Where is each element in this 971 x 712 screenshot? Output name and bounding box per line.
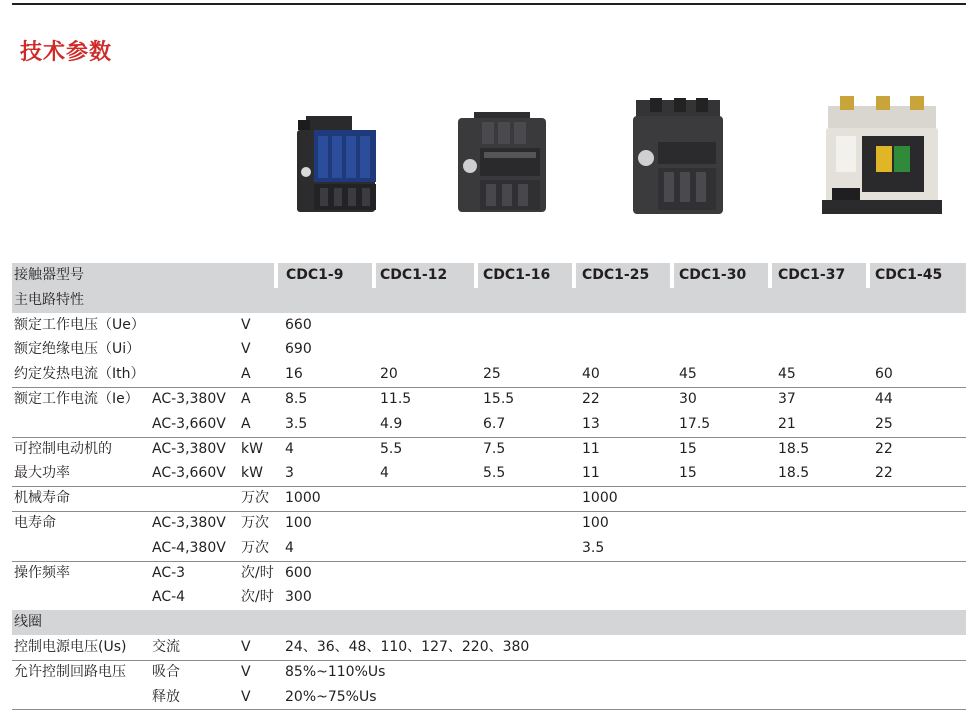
param-label: 机械寿命 [14, 490, 70, 507]
value-cell: 6.7 [483, 415, 506, 432]
table-row [12, 511, 966, 536]
param-unit: 万次 [241, 539, 269, 556]
model-cdc1-37: CDC1-37 [778, 267, 846, 283]
section-title: 主电路特性 [14, 291, 84, 308]
model-cdc1-45: CDC1-45 [875, 267, 943, 283]
value-cell: 17.5 [679, 415, 711, 432]
value-cell: 45 [679, 366, 697, 383]
param-unit: V [241, 663, 251, 680]
value-cell: 16 [285, 366, 303, 383]
value-cell: 1000 [582, 490, 618, 507]
value-cell: 1000 [285, 490, 321, 507]
param-condition: AC-3,380V [152, 514, 226, 531]
value-cell: 15.5 [483, 390, 515, 407]
page-title: 技术参数 [20, 40, 113, 65]
table-row [12, 362, 966, 387]
spec-table [12, 263, 966, 709]
model-cdc1-25: CDC1-25 [582, 267, 650, 283]
contactor-photo-cdc1-45 [822, 92, 942, 220]
param-unit: A [241, 390, 251, 407]
param-unit: 次/时 [241, 564, 274, 581]
param-unit: V [241, 316, 251, 333]
value-cell: 100 [285, 514, 312, 531]
param-label: 允许控制回路电压 [14, 663, 126, 680]
value-cell: 660 [285, 316, 312, 333]
table-row [12, 536, 966, 561]
value-cell: 20%~75%Us [285, 688, 377, 705]
value-cell: 300 [285, 589, 312, 606]
value-cell: 30 [679, 390, 697, 407]
bottom-rule [12, 709, 966, 710]
param-unit: 次/时 [241, 589, 274, 606]
param-label: 额定绝缘电压（Ui） [14, 341, 141, 358]
value-cell: 25 [875, 415, 893, 432]
param-condition: 吸合 [152, 663, 180, 680]
contactor-photo-cdc1-16 [452, 108, 552, 220]
value-cell: 11 [582, 440, 600, 457]
value-cell: 22 [582, 390, 600, 407]
param-condition: AC-3,380V [152, 440, 226, 457]
value-cell: 37 [778, 390, 796, 407]
value-cell: 18.5 [778, 440, 810, 457]
value-cell: 11 [582, 465, 600, 482]
table-header-row [12, 263, 966, 288]
param-condition: AC-3 [152, 564, 186, 581]
param-condition: AC-4,380V [152, 539, 226, 556]
value-cell: 85%~110%Us [285, 663, 386, 680]
param-condition: 交流 [152, 638, 180, 655]
value-cell: 5.5 [483, 465, 506, 482]
param-label: 操作频率 [14, 564, 70, 581]
table-row [12, 461, 966, 486]
model-cdc1-12: CDC1-12 [380, 267, 448, 283]
value-cell: 22 [875, 465, 893, 482]
top-rule [12, 3, 966, 5]
table-row [12, 660, 966, 685]
value-cell: 690 [285, 341, 312, 358]
param-label: 额定工作电压（Ue） [14, 316, 145, 333]
param-unit: kW [241, 465, 263, 482]
value-cell: 60 [875, 366, 893, 383]
param-unit: 万次 [241, 514, 269, 531]
value-cell: 4 [285, 539, 294, 556]
param-unit: A [241, 415, 251, 432]
value-cell: 24、36、48、110、127、220、380 [285, 638, 530, 655]
value-cell: 8.5 [285, 390, 308, 407]
value-cell: 20 [380, 366, 398, 383]
model-cdc1-30: CDC1-30 [679, 267, 747, 283]
value-cell: 44 [875, 390, 893, 407]
value-cell: 15 [679, 465, 697, 482]
value-cell: 5.5 [380, 440, 403, 457]
param-label: 电寿命 [14, 514, 56, 531]
table-row [12, 561, 966, 586]
param-label: 控制电源电压(Us) [14, 638, 127, 655]
value-cell: 4.9 [380, 415, 403, 432]
param-label: 最大功率 [14, 465, 70, 482]
param-unit: A [241, 366, 251, 383]
value-cell: 7.5 [483, 440, 506, 457]
table-row [12, 337, 966, 362]
value-cell: 25 [483, 366, 501, 383]
param-condition: AC-3,660V [152, 415, 226, 432]
value-cell: 21 [778, 415, 796, 432]
param-unit: V [241, 638, 251, 655]
section-header-row [12, 288, 966, 313]
param-condition: AC-3,660V [152, 465, 226, 482]
value-cell: 4 [380, 465, 389, 482]
table-row [12, 313, 966, 338]
value-cell: 22 [875, 440, 893, 457]
section-header-row [12, 610, 966, 635]
table-row [12, 387, 966, 412]
param-condition: AC-3,380V [152, 390, 226, 407]
value-cell: 600 [285, 564, 312, 581]
value-cell: 3 [285, 465, 294, 482]
param-condition: 释放 [152, 688, 180, 705]
value-cell: 3.5 [582, 539, 605, 556]
value-cell: 40 [582, 366, 600, 383]
param-condition: AC-4 [152, 589, 186, 606]
value-cell: 18.5 [778, 465, 810, 482]
param-label: 额定工作电流（Ie） [14, 390, 139, 407]
value-cell: 4 [285, 440, 294, 457]
table-row [12, 486, 966, 511]
value-cell: 100 [582, 514, 609, 531]
value-cell: 3.5 [285, 415, 308, 432]
param-unit: V [241, 341, 251, 358]
model-cdc1-16: CDC1-16 [483, 267, 551, 283]
param-label: 约定发热电流（Ith） [14, 366, 145, 383]
param-unit: V [241, 688, 251, 705]
param-unit: 万次 [241, 490, 269, 507]
model-label: 接触器型号 [14, 267, 84, 283]
table-row [12, 685, 966, 710]
table-row [12, 585, 966, 610]
value-cell: 45 [778, 366, 796, 383]
section-title: 线圈 [14, 614, 42, 631]
param-unit: kW [241, 440, 263, 457]
param-label: 可控制电动机的 [14, 440, 112, 457]
contactor-photo-cdc1-9 [294, 112, 380, 218]
value-cell: 11.5 [380, 390, 412, 407]
table-row [12, 437, 966, 462]
value-cell: 13 [582, 415, 600, 432]
table-row [12, 635, 966, 660]
table-row [12, 412, 966, 437]
model-cdc1-9: CDC1-9 [286, 267, 344, 283]
value-cell: 15 [679, 440, 697, 457]
contactor-photo-cdc1-30 [630, 98, 726, 220]
